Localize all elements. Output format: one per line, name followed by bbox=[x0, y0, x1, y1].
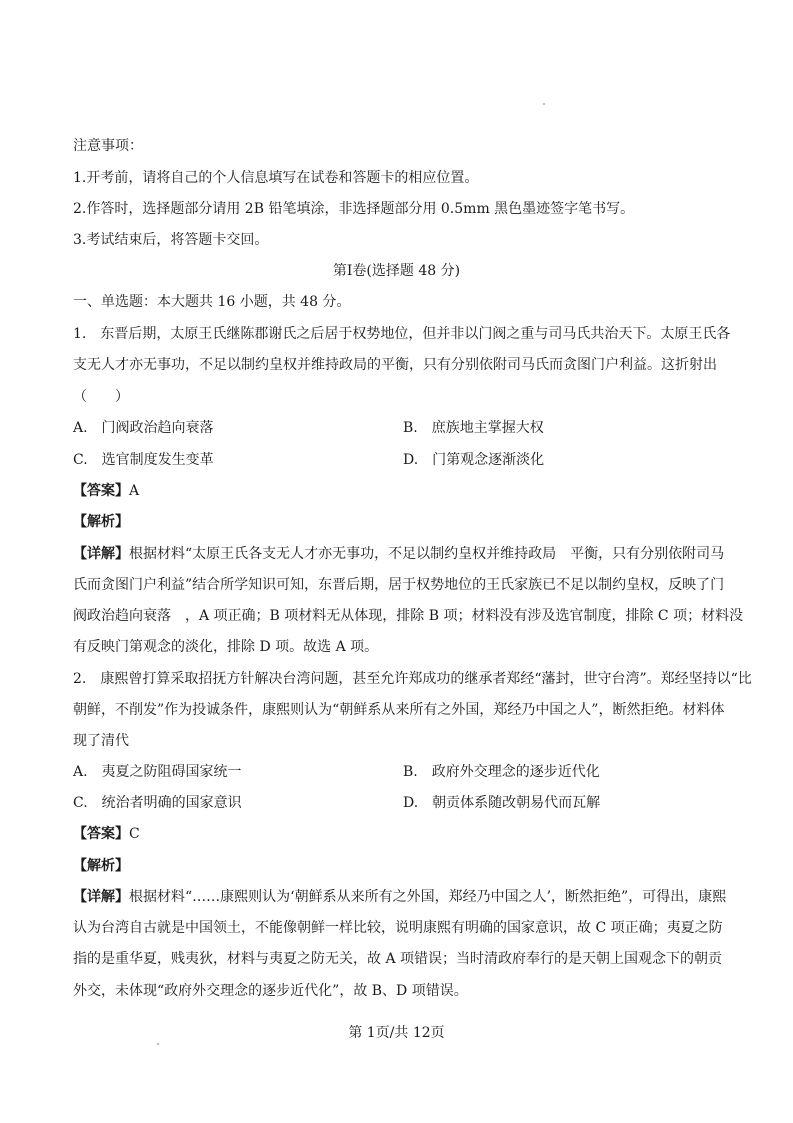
notice-item-1: 1.开考前，请将自己的个人信息填写在试卷和答题卡的相应位置。 bbox=[73, 170, 479, 186]
q2-stem-line-2: 朝鲜，不削发”作为投诚条件，康熙则认为“朝鲜系从来所有之外国，郑经乃中国之人”，断然拒绝。材料体 bbox=[73, 702, 725, 718]
q2-option-a: A. 夷夏之防阻碍国家统一 bbox=[73, 764, 242, 780]
q2-detail-line-4: 外交，未体现“政府外交理念的逐步近代化”，故 B、D 项错误。 bbox=[73, 983, 468, 999]
analysis-tag: 【解析】 bbox=[73, 858, 129, 874]
detail-text: 根据材料“……康熙则认为‘朝鲜系从来所有之外国，郑经乃中国之人’，断然拒绝”，可得出，康熙 bbox=[129, 889, 727, 905]
q1-analysis-label bbox=[73, 513, 763, 531]
answer-tag: 【答案】 bbox=[73, 826, 129, 842]
q2-option-b: B. 政府外交理念的逐步近代化 bbox=[403, 764, 600, 780]
scan-speck bbox=[157, 1043, 159, 1045]
q1-stem-line-1: 1. 东晋后期，太原王氏继陈郡谢氏之后居于权势地位，但并非以门阀之重与司马氏共治天下。太原王氏各 bbox=[73, 326, 731, 342]
q1-option-d: D. 门第观念逐渐淡化 bbox=[403, 452, 545, 468]
q2-stem-line-1: 2. 康熙曾打算采取招抚方针解决台湾问题，甚至允许郑成功的继承者郑经“藩封，世守台湾”。郑经坚持以“比 bbox=[73, 671, 752, 687]
notice-item-3: 3.考试结束后，将答题卡交回。 bbox=[73, 232, 269, 248]
detail-text: 根据材料“太原王氏各支无人才亦无事功，不足以制约皇权并维持政局 平衡，只有分别依附司马 bbox=[129, 546, 725, 562]
q1-detail-line-3: 阀政治趋向衰落 ，A 项正确；B 项材料无从体现，排除 B 项；材料没有涉及选官制度，排除 C 项；材料没 bbox=[73, 608, 744, 624]
q2-option-c: C. 统治者明确的国家意识 bbox=[73, 795, 242, 811]
q2-stem-line-3: 现了清代 bbox=[73, 733, 129, 749]
q2-option-d: D. 朝贡体系随改朝易代而瓦解 bbox=[403, 795, 601, 811]
q1-detail-line-4: 有反映门第观念的淡化，排除 D 项。故选 A 项。 bbox=[73, 639, 379, 655]
q1-option-b: B. 庶族地主掌握大权 bbox=[403, 420, 544, 436]
analysis-tag: 【解析】 bbox=[73, 514, 129, 530]
page-footer: 第 1页/共 12页 bbox=[348, 1025, 445, 1041]
q2-detail-line-2: 认为台湾自古就是中国领土，不能像朝鲜一样比较，说明康熙有明确的国家意识，故 C 项正确；夷夏之防 bbox=[73, 920, 723, 936]
scan-speck bbox=[543, 103, 545, 105]
notice-item-2: 2.作答时，选择题部分请用 2B 铅笔填涂，非选择题部分用 0.5mm 黑色墨迹签字笔书写。 bbox=[73, 201, 635, 217]
answer-value: A bbox=[129, 483, 140, 499]
answer-tag: 【答案】 bbox=[73, 483, 129, 499]
q1-stem-line-3: （ ） bbox=[73, 389, 129, 405]
q1-detail-line-2: 氏而贪图门户利益”结合所学知识可知，东晋后期，居于权势地位的王氏家族已不足以制约皇权，反映了门 bbox=[73, 577, 725, 593]
q1-option-a: A. 门阀政治趋向衰落 bbox=[73, 420, 214, 436]
q1-detail-line-1 bbox=[73, 545, 763, 563]
q2-analysis-label bbox=[73, 857, 763, 875]
q1-option-c: C. 选官制度发生变革 bbox=[73, 452, 214, 468]
q2-detail-line-3: 指的是重华夏，贱夷狄，材料与夷夏之防无关，故 A 项错误；当时清政府奉行的是天朝上国观念下的朝贡 bbox=[73, 951, 723, 967]
part-heading: 一、单选题：本大题共 16 小题，共 48 分。 bbox=[73, 294, 351, 310]
q2-detail-line-1 bbox=[73, 888, 763, 906]
detail-tag: 【详解】 bbox=[73, 889, 129, 905]
section-title: 第Ⅰ卷(选择题 48 分) bbox=[332, 263, 461, 279]
q2-answer bbox=[73, 825, 763, 843]
notice-title: 注意事项： bbox=[73, 138, 143, 154]
q1-answer bbox=[73, 482, 763, 500]
answer-value: C bbox=[129, 826, 140, 842]
q1-stem-line-2: 支无人才亦无事功，不足以制约皇权并维持政局的平衡，只有分别依附司马氏而贪图门户利益。这折射出 bbox=[73, 357, 717, 373]
detail-tag: 【详解】 bbox=[73, 546, 129, 562]
